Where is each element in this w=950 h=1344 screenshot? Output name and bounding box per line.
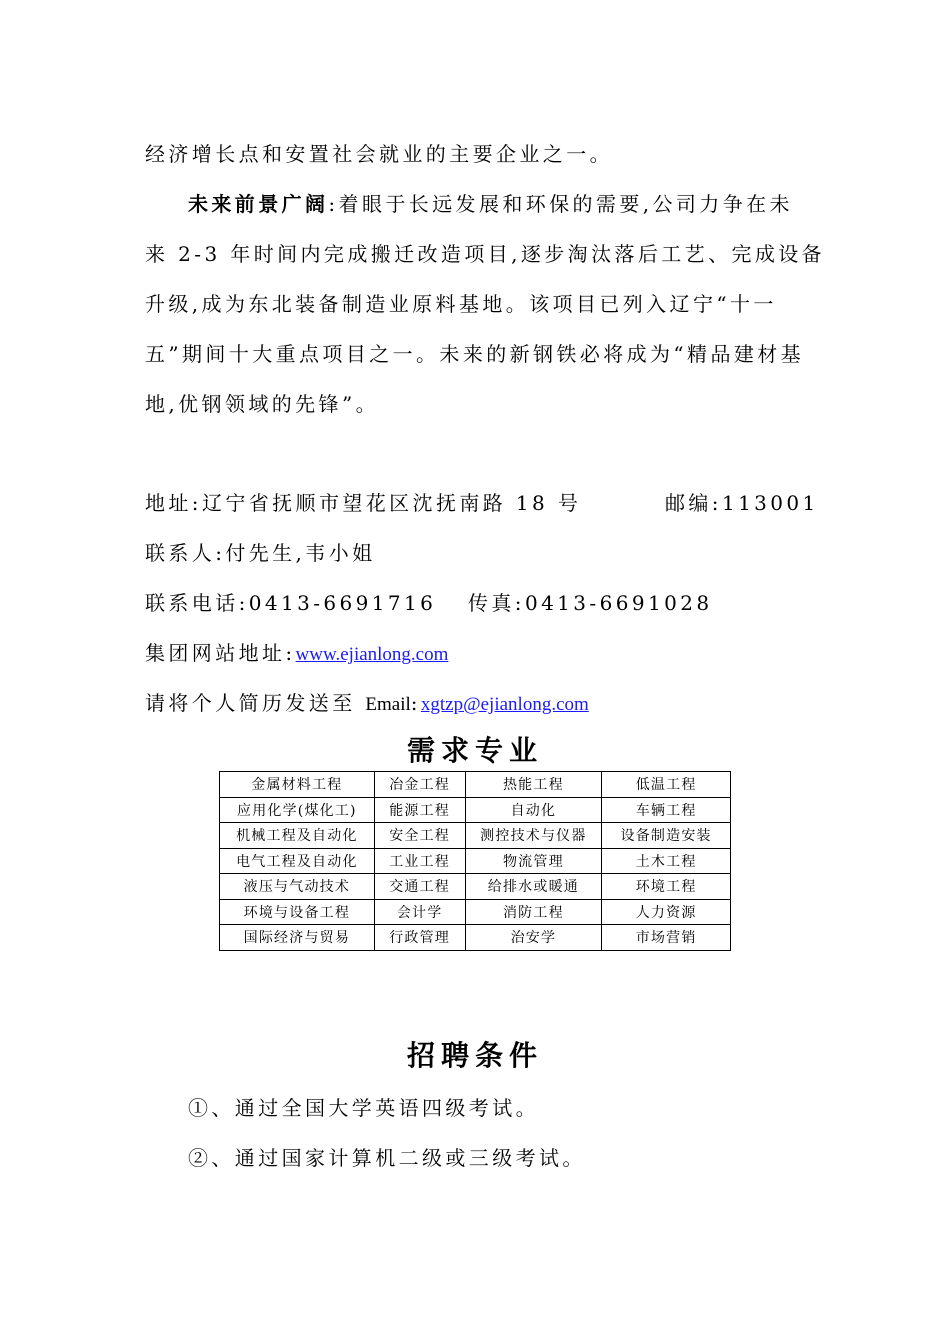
table-cell: 金属材料工程 xyxy=(220,772,375,798)
website-link[interactable]: www.ejianlong.com xyxy=(295,644,449,665)
table-cell: 物流管理 xyxy=(465,848,602,874)
table-row xyxy=(220,874,731,900)
address-line xyxy=(145,487,819,516)
email-line xyxy=(145,687,810,716)
table-cell: 测控技术与仪器 xyxy=(465,823,602,849)
future-text: 着眼于长远发展和环保的需要,公司力争在未 xyxy=(338,192,793,216)
table-cell: 安全工程 xyxy=(374,823,465,849)
address-text: 地址:辽宁省抚顺市望花区沈抚南路 18 号 xyxy=(145,491,582,515)
table-row xyxy=(220,797,731,823)
table-cell: 土木工程 xyxy=(602,848,731,874)
table-cell: 工业工程 xyxy=(374,848,465,874)
majors-title: 需求专业 xyxy=(406,734,543,767)
contact-person: 联系人:付先生,韦小姐 xyxy=(145,541,376,565)
table-cell: 能源工程 xyxy=(374,797,465,823)
table-row xyxy=(220,823,731,849)
future-colon: : xyxy=(328,192,339,216)
table-row xyxy=(220,899,731,925)
table-cell: 冶金工程 xyxy=(374,772,465,798)
conditions-title: 招聘条件 xyxy=(406,1039,543,1072)
majors-table xyxy=(219,771,731,951)
table-cell: 给排水或暖通 xyxy=(465,874,602,900)
fax-text: 传真:0413-6691028 xyxy=(468,591,713,615)
body-line: 地,优钢领域的先锋”。 xyxy=(145,392,379,416)
condition-item: ①、通过全国大学英语四级考试。 xyxy=(188,1096,539,1120)
table-cell: 应用化学(煤化工) xyxy=(220,797,375,823)
table-cell: 消防工程 xyxy=(465,899,602,925)
body-line: 升级,成为东北装备制造业原料基地。该项目已列入辽宁“十一 xyxy=(145,292,777,316)
table-row xyxy=(220,925,731,951)
body-line: 来 2-3 年时间内完成搬迁改造项目,逐步淘汰落后工艺、完成设备 xyxy=(145,242,826,266)
table-cell: 电气工程及自动化 xyxy=(220,848,375,874)
table-cell: 市场营销 xyxy=(602,925,731,951)
resume-label: 请将个人简历发送至 xyxy=(145,691,356,715)
table-row xyxy=(220,772,731,798)
future-paragraph-first-line xyxy=(188,188,810,217)
email-link[interactable]: xgtzp@ejianlong.com xyxy=(420,694,589,715)
table-cell: 环境与设备工程 xyxy=(220,899,375,925)
website-line xyxy=(145,637,810,666)
email-colon: : xyxy=(410,691,421,715)
table-cell: 低温工程 xyxy=(602,772,731,798)
future-label: 未来前景广阔 xyxy=(188,192,329,216)
table-cell: 环境工程 xyxy=(602,874,731,900)
table-row xyxy=(220,848,731,874)
table-cell: 治安学 xyxy=(465,925,602,951)
table-cell: 行政管理 xyxy=(374,925,465,951)
table-cell: 液压与气动技术 xyxy=(220,874,375,900)
table-cell: 自动化 xyxy=(465,797,602,823)
table-cell: 国际经济与贸易 xyxy=(220,925,375,951)
phone-line xyxy=(145,587,810,616)
table-cell: 会计学 xyxy=(374,899,465,925)
table-cell: 机械工程及自动化 xyxy=(220,823,375,849)
table-cell: 热能工程 xyxy=(465,772,602,798)
phone-text: 联系电话:0413-6691716 xyxy=(145,591,437,615)
email-word: Email xyxy=(365,694,411,715)
website-label: 集团网站地址: xyxy=(145,641,296,665)
body-line: 经济增长点和安置社会就业的主要企业之一。 xyxy=(145,142,613,166)
table-cell: 车辆工程 xyxy=(602,797,731,823)
table-cell: 交通工程 xyxy=(374,874,465,900)
body-line: 五”期间十大重点项目之一。未来的新钢铁必将成为“精品建材基 xyxy=(145,342,805,366)
postcode-text: 邮编:113001 xyxy=(665,491,819,515)
condition-item: ②、通过国家计算机二级或三级考试。 xyxy=(188,1146,586,1170)
table-cell: 人力资源 xyxy=(602,899,731,925)
table-cell: 设备制造安装 xyxy=(602,823,731,849)
